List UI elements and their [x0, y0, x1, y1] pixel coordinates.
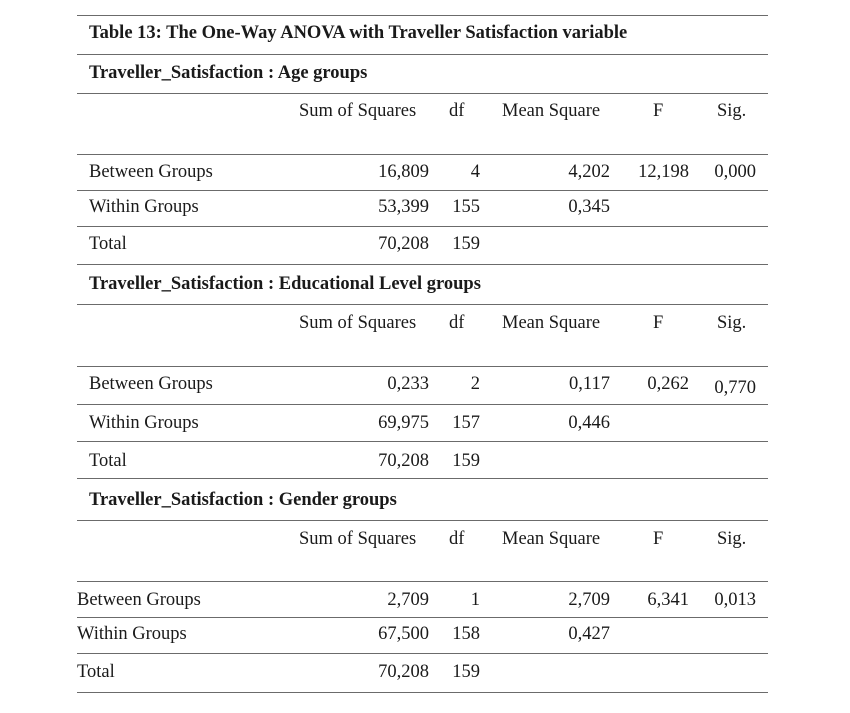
- row-rule: [77, 404, 768, 405]
- row-rule: [77, 264, 768, 265]
- cell-sum-of-squares: 70,208: [378, 662, 429, 682]
- cell-sum-of-squares: 16,809: [378, 162, 429, 182]
- cell-sum-of-squares: 69,975: [378, 413, 429, 433]
- cell-df: 4: [470, 162, 480, 182]
- cell-df: 2: [470, 374, 480, 394]
- row-rule: [77, 441, 768, 442]
- col-header-sig: Sig.: [717, 313, 747, 333]
- cell-f: 6,341: [647, 590, 689, 610]
- cell-mean-square: 4,202: [568, 162, 610, 182]
- row-rule: [77, 617, 768, 618]
- row-label: Between Groups: [77, 590, 201, 610]
- row-label: Within Groups: [77, 624, 187, 644]
- col-header-mean-square: Mean Square: [502, 101, 601, 121]
- col-header-sum-of-squares: Sum of Squares: [299, 101, 417, 121]
- cell-sum-of-squares: 67,500: [378, 624, 429, 644]
- rule-under-column-headers: [77, 581, 768, 582]
- section-heading: Traveller_Satisfaction : Educational Level groups: [89, 274, 481, 294]
- cell-sum-of-squares: 53,399: [378, 197, 429, 217]
- section-heading: Traveller_Satisfaction : Age groups: [89, 63, 368, 83]
- col-header-sum-of-squares: Sum of Squares: [299, 529, 417, 549]
- cell-sig: 0,770: [714, 378, 756, 398]
- col-header-df: df: [449, 529, 465, 549]
- col-header-mean-square: Mean Square: [502, 313, 601, 333]
- row-label: Total: [89, 234, 127, 254]
- cell-sum-of-squares: 70,208: [378, 234, 429, 254]
- row-rule: [77, 692, 768, 693]
- cell-df: 159: [452, 451, 480, 471]
- col-header-df: df: [449, 313, 465, 333]
- cell-mean-square: 0,345: [568, 197, 610, 217]
- col-header-sig: Sig.: [717, 101, 747, 121]
- row-label: Within Groups: [89, 413, 199, 433]
- cell-mean-square: 0,427: [568, 624, 610, 644]
- cell-f: 0,262: [647, 374, 689, 394]
- cell-sig: 0,000: [714, 162, 756, 182]
- col-header-sig: Sig.: [717, 529, 747, 549]
- rule-under-heading: [77, 93, 768, 94]
- rule-top: [77, 15, 768, 16]
- col-header-f: F: [653, 529, 664, 549]
- row-rule: [77, 478, 768, 479]
- col-header-f: F: [653, 101, 664, 121]
- cell-mean-square: 0,446: [568, 413, 610, 433]
- row-label: Total: [89, 451, 127, 471]
- col-header-df: df: [449, 101, 465, 121]
- row-rule: [77, 653, 768, 654]
- col-header-f: F: [653, 313, 664, 333]
- table-title: Table 13: The One-Way ANOVA with Traveller Satisfaction variable: [89, 23, 628, 43]
- cell-df: 1: [470, 590, 480, 610]
- cell-f: 12,198: [638, 162, 689, 182]
- cell-sig: 0,013: [714, 590, 756, 610]
- cell-mean-square: 2,709: [568, 590, 610, 610]
- cell-df: 157: [452, 413, 480, 433]
- cell-sum-of-squares: 2,709: [387, 590, 429, 610]
- row-label: Between Groups: [89, 374, 213, 394]
- row-rule: [77, 226, 768, 227]
- col-header-mean-square: Mean Square: [502, 529, 601, 549]
- cell-df: 159: [452, 234, 480, 254]
- row-label: Between Groups: [89, 162, 213, 182]
- rule-under-column-headers: [77, 154, 768, 155]
- row-rule: [77, 190, 768, 191]
- cell-sum-of-squares: 70,208: [378, 451, 429, 471]
- rule-under-heading: [77, 304, 768, 305]
- cell-df: 159: [452, 662, 480, 682]
- cell-mean-square: 0,117: [569, 374, 610, 394]
- rule-under-column-headers: [77, 366, 768, 367]
- cell-df: 158: [452, 624, 480, 644]
- cell-sum-of-squares: 0,233: [387, 374, 429, 394]
- row-label: Total: [77, 662, 115, 682]
- row-label: Within Groups: [89, 197, 199, 217]
- rule-under-heading: [77, 520, 768, 521]
- rule-under-title: [77, 54, 768, 55]
- section-heading: Traveller_Satisfaction : Gender groups: [89, 490, 397, 510]
- col-header-sum-of-squares: Sum of Squares: [299, 313, 417, 333]
- cell-df: 155: [452, 197, 480, 217]
